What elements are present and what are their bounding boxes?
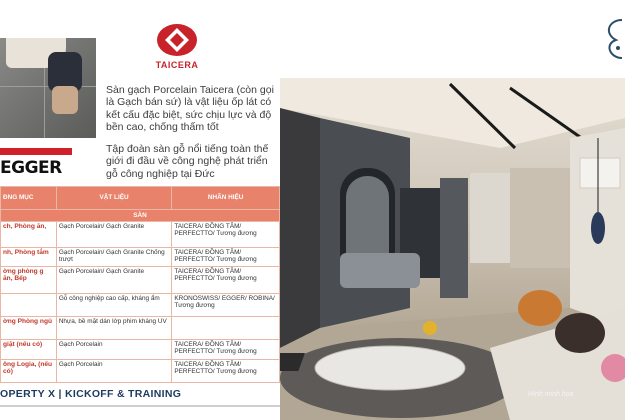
taicera-logo-text: TAICERA <box>155 60 199 70</box>
row-category <box>1 294 57 317</box>
table-row <box>1 294 280 317</box>
row-material: Nhựa, bề mặt dán lớp phim kháng UV <box>56 317 172 340</box>
table-row <box>1 222 280 248</box>
header-material: VẬT LIỆU <box>56 187 172 210</box>
row-material: Gạch Porcelain <box>56 360 172 383</box>
row-brand: TAICERA/ ĐỒNG TÂM/ PERFECTTO/ Tương đương <box>172 340 280 360</box>
section-floor-label: SÀN <box>1 210 280 222</box>
row-brand <box>172 317 280 340</box>
table-header-row <box>1 187 280 210</box>
egger-logo-text: EGGER <box>0 158 62 178</box>
row-category: nh, Phòng tắm <box>1 248 57 267</box>
floor-installation-photo <box>0 38 96 138</box>
row-category: ông Logia, (nếu có) <box>1 360 57 383</box>
row-category: ờng phòng g ăn, Bếp <box>1 267 57 294</box>
table-row <box>1 267 280 294</box>
row-category: ờng Phòng ngủ <box>1 317 57 340</box>
header-category: ĐNG MỤC <box>1 187 57 210</box>
table-row <box>1 340 280 360</box>
row-brand: TAICERA/ ĐỒNG TÂM/ PERFECTTO/ Tương đương <box>172 360 280 383</box>
header-brand: NHÃN HIỆU <box>172 187 280 210</box>
row-category: giặt (nếu có) <box>1 340 57 360</box>
brand-mark-icon <box>598 14 625 66</box>
row-material: Gạch Porcelain/ Gạch Granite <box>56 222 172 248</box>
table-row <box>1 248 280 267</box>
row-brand: TAICERA/ ĐỒNG TÂM/ PERFECTTO/ Tương đương <box>172 248 280 267</box>
materials-table <box>0 186 280 383</box>
footer-label: OPERTY X | KICKOFF & TRAINING <box>0 388 182 400</box>
row-material: Gạch Porcelain/ Gạch Granite <box>56 267 172 294</box>
row-brand: TAICERA/ ĐỒNG TÂM/ PERFECTTO/ Tương đương <box>172 267 280 294</box>
section-row <box>1 210 280 222</box>
egger-logo-bar <box>0 148 72 155</box>
row-material: Gỗ công nghiệp cao cấp, kháng ẩm <box>56 294 172 317</box>
interior-render-image <box>280 78 625 420</box>
render-caption: Hình minh họa <box>528 391 574 398</box>
row-category: ch, Phòng ăn, <box>1 222 57 248</box>
table-row <box>1 360 280 383</box>
egger-description: Tập đoàn sàn gỗ nổi tiếng toàn thế giới đi đầu về công nghệ phát triển gỗ công nghiệp tại Đức <box>106 143 269 180</box>
row-brand: TAICERA/ ĐỒNG TÂM/ PERFECTTO/ Tương đương <box>172 222 280 248</box>
taicera-description: Sàn gạch Porcelain Taicera (còn gọi là Gạch bán sứ) là vật liệu ốp lát có kết cấu đặc biệt, sức chịu lực và độ bền cao, chống thấm tốt <box>106 84 274 134</box>
row-brand: KRONOSWISS/ EGGER/ ROBINA/ Tương đương <box>172 294 280 317</box>
living-room-illustration <box>280 78 625 420</box>
table-row <box>1 317 280 340</box>
row-material: Gạch Porcelain/ Gạch Granite Chống trượt <box>56 248 172 267</box>
row-material: Gạch Porcelain <box>56 340 172 360</box>
